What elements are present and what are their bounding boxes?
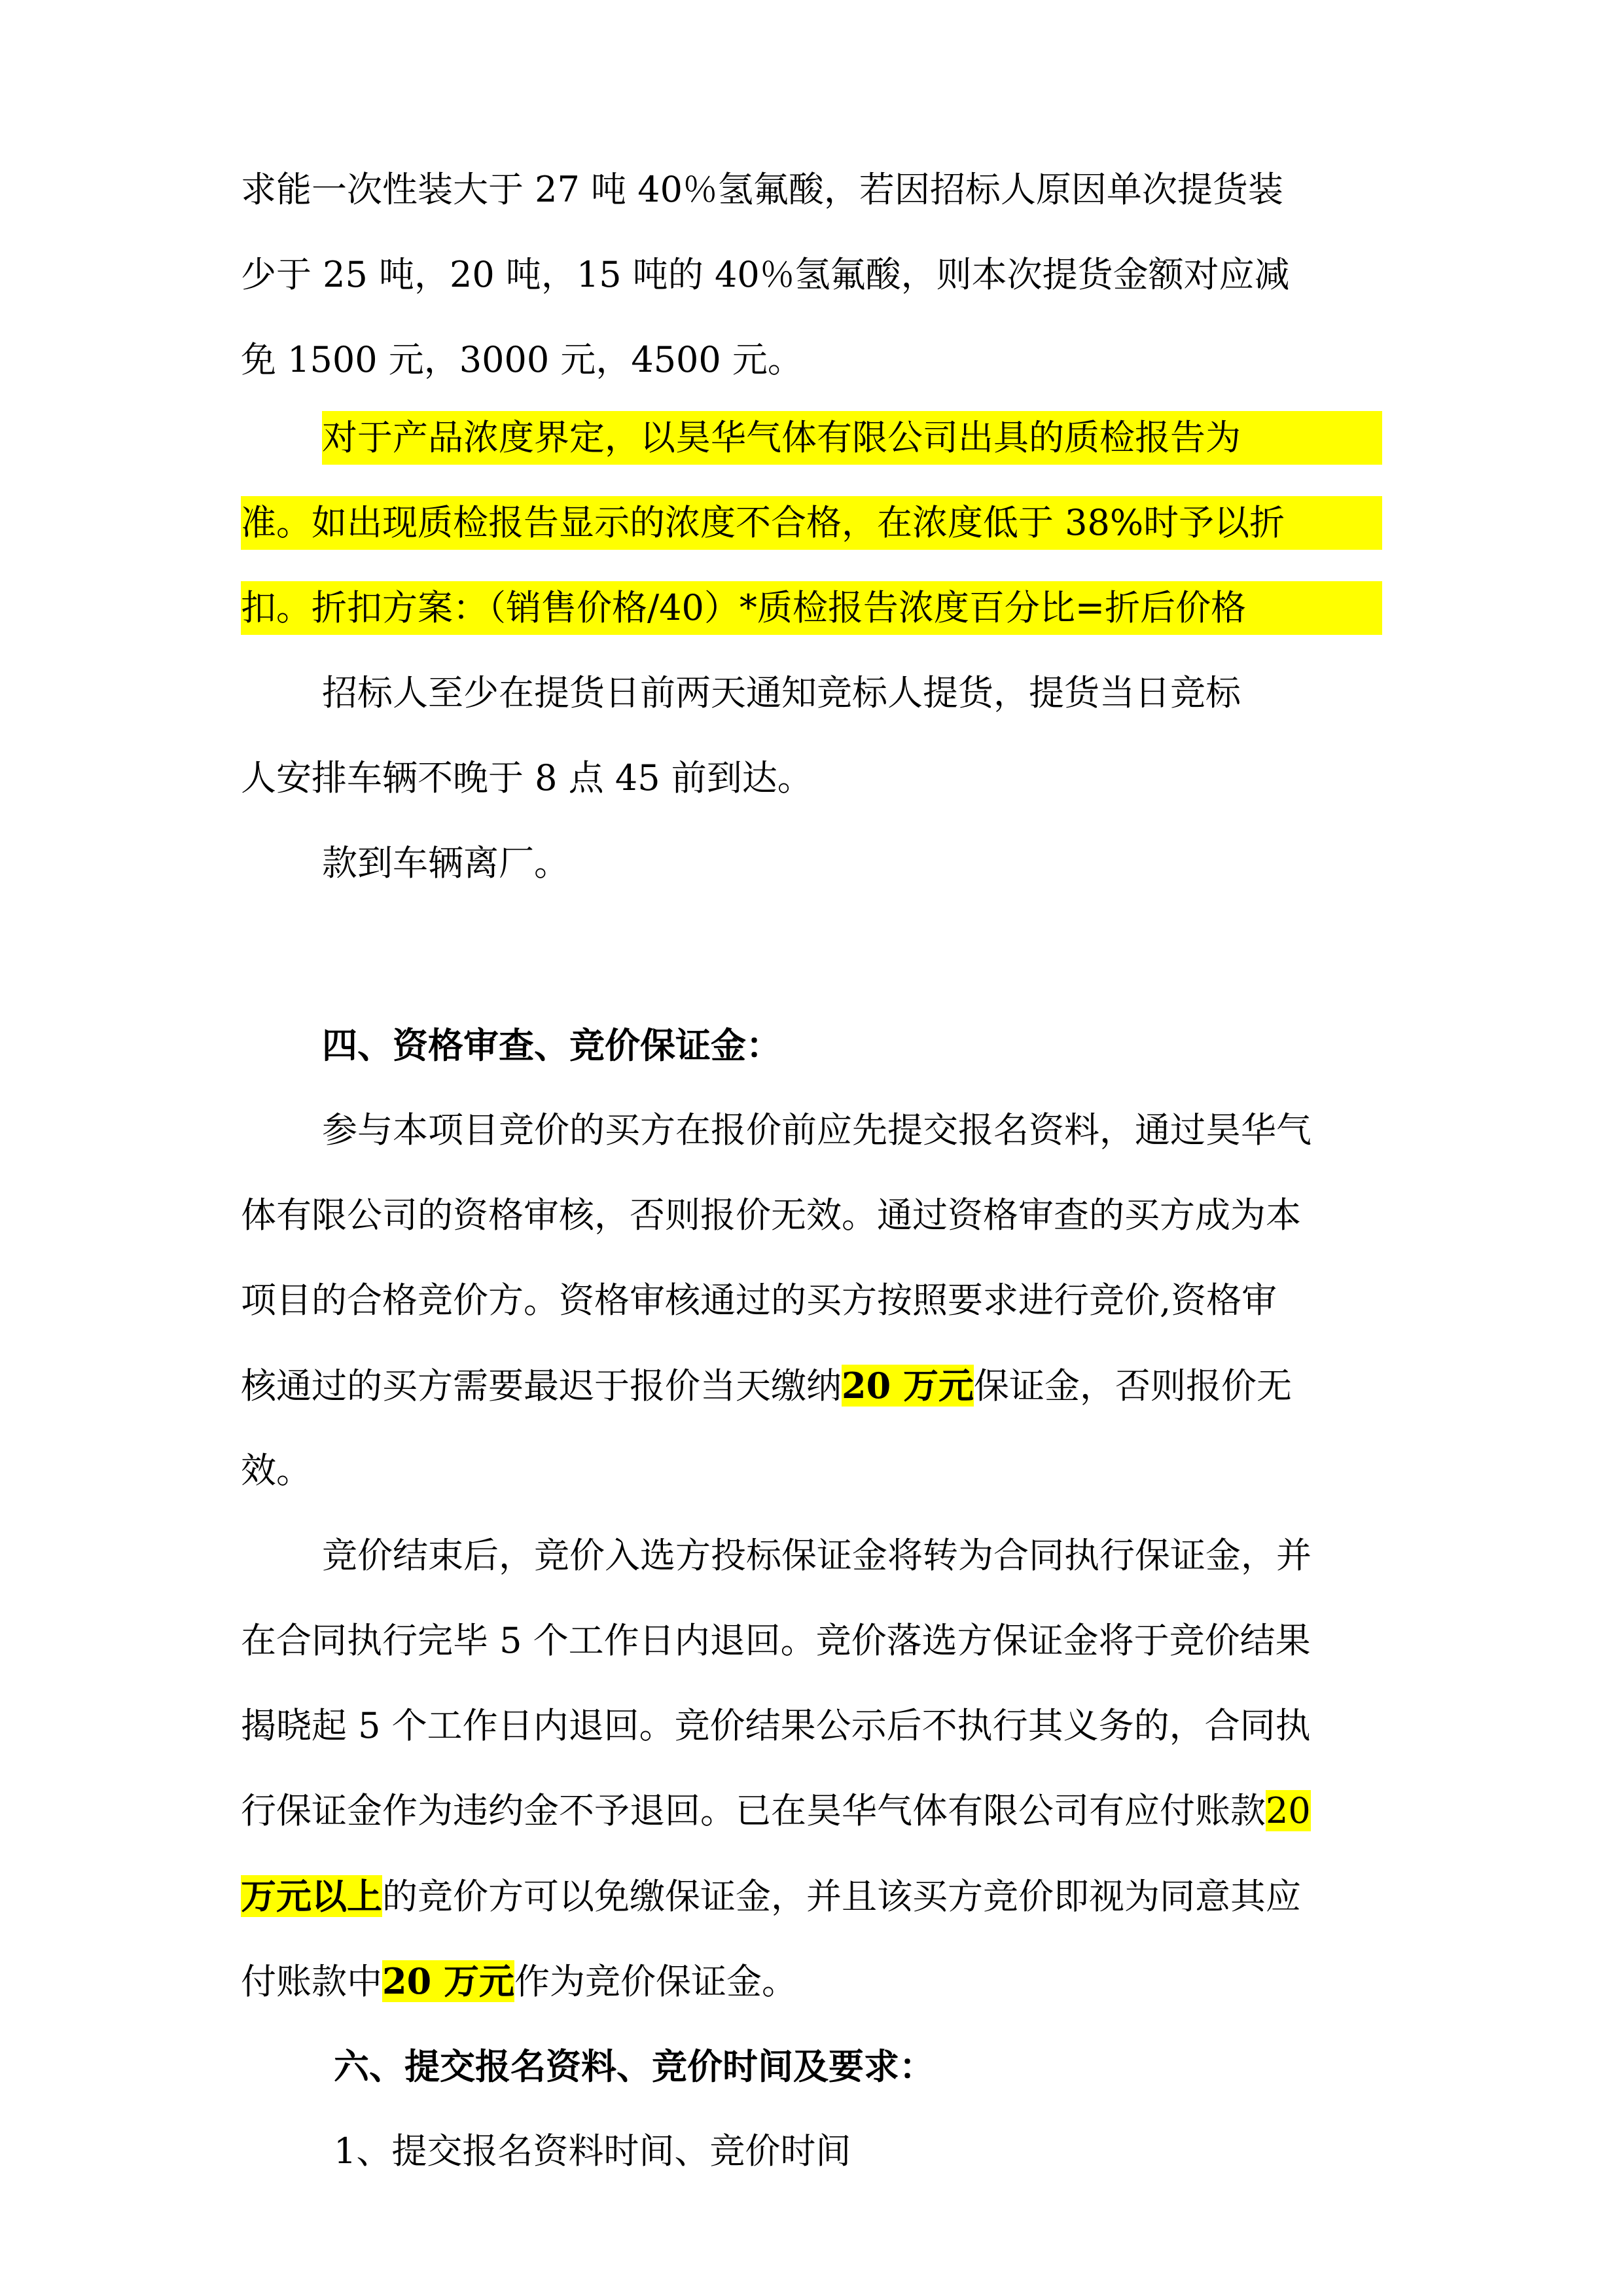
body-line: 人安排车辆不晚于 8 点 45 前到达。 <box>241 757 813 798</box>
body-line: 免 1500 元，3000 元，4500 元。 <box>241 339 803 380</box>
body-line <box>241 1359 1292 1412</box>
text-run: 核通过的买方需要最迟于报价当天缴纳 <box>241 1365 842 1407</box>
highlighted-amount: 20 万元 <box>842 1365 974 1407</box>
body-line: 体有限公司的资格审核，否则报价无效。通过资格审查的买方成为本 <box>241 1194 1301 1236</box>
section-heading: 四、资格审查、竞价保证金： <box>322 1024 781 1066</box>
body-line <box>241 1954 797 2008</box>
highlighted-line: 对于产品浓度界定，以昊华气体有限公司出具的质检报告为 <box>322 417 1241 458</box>
body-line: 少于 25 吨，20 吨，15 吨的 40％氢氟酸，则本次提货金额对应减 <box>241 254 1290 295</box>
text-run: 作为竞价保证金。 <box>514 1961 797 2002</box>
text-run: 行保证金作为违约金不予退回。已在昊华气体有限公司有应付账款 <box>241 1790 1266 1831</box>
section-heading: 六、提交报名资料、竞价时间及要求： <box>334 2045 935 2087</box>
body-line: 款到车辆离厂。 <box>322 842 569 884</box>
body-line: 求能一次性装大于 27 吨 40％氢氟酸，若因招标人原因单次提货装 <box>241 169 1283 210</box>
highlighted-line: 准。如出现质检报告显示的浓度不合格，在浓度低于 38%时予以折 <box>241 502 1285 543</box>
body-line: 参与本项目竞价的买方在报价前应先提交报名资料，通过昊华气 <box>322 1109 1311 1151</box>
body-line <box>241 1869 1301 1923</box>
subsection-line: 1、提交报名资料时间、竞价时间 <box>334 2130 851 2172</box>
body-line: 招标人至少在提货日前两天通知竞标人提货，提货当日竞标 <box>322 672 1241 713</box>
highlighted-amount: 20 万元 <box>382 1960 514 2002</box>
body-line: 揭晓起 5 个工作日内退回。竞价结果公示后不执行其义务的，合同执 <box>241 1705 1311 1746</box>
body-line <box>241 1784 1311 1838</box>
highlighted-amount: 万元以上 <box>241 1875 382 1917</box>
body-line: 效。 <box>241 1450 312 1491</box>
text-run: 付账款中 <box>241 1961 382 2002</box>
body-line: 在合同执行完毕 5 个工作日内退回。竞价落选方保证金将于竞价结果 <box>241 1620 1311 1661</box>
body-line: 竞价结束后，竞价入选方投标保证金将转为合同执行保证金，并 <box>322 1535 1311 1576</box>
highlighted-line: 扣。折扣方案：（销售价格/40）*质检报告浓度百分比=折后价格 <box>241 587 1247 628</box>
body-line: 项目的合格竞价方。资格审核通过的买方按照要求进行竞价,资格审 <box>241 1280 1277 1321</box>
highlighted-amount: 20 <box>1266 1790 1311 1831</box>
text-run: 保证金，否则报价无 <box>973 1365 1292 1407</box>
text-run: 的竞价方可以免缴保证金，并且该买方竞价即视为同意其应 <box>382 1876 1301 1917</box>
